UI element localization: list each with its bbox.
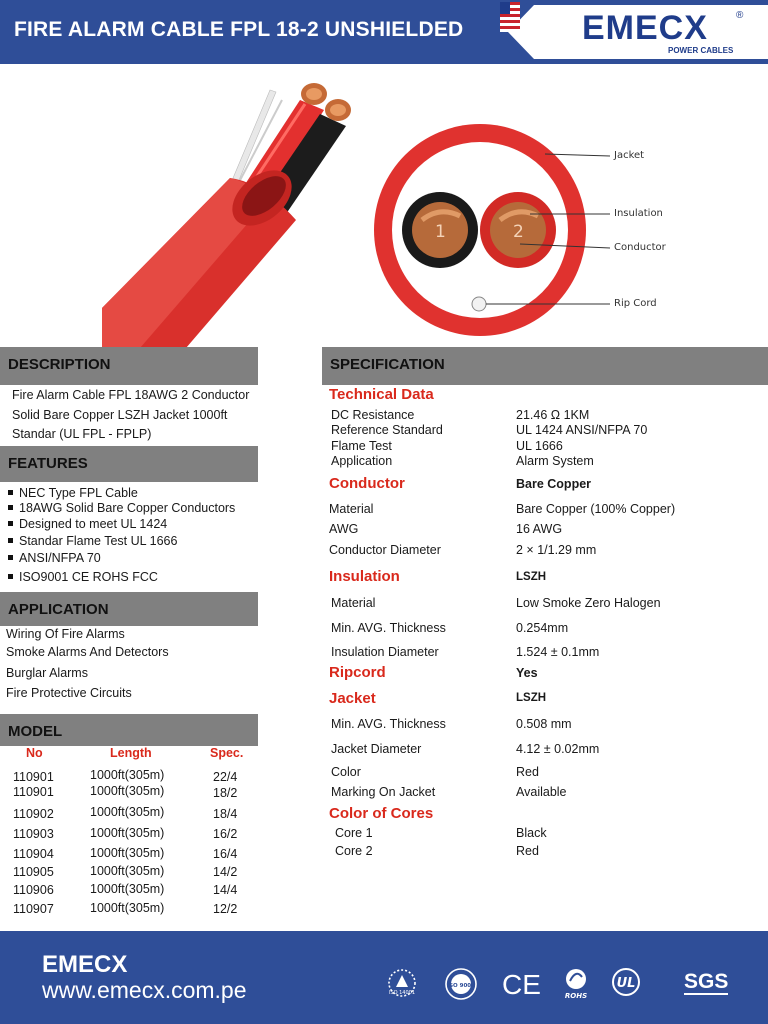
ripcord-heading: Ripcord xyxy=(329,664,386,681)
spec-label: Reference Standard xyxy=(331,423,443,437)
model-no: 110907 xyxy=(13,902,54,916)
us-flag-icon xyxy=(500,2,520,32)
spec-value: 0.254mm xyxy=(516,621,569,635)
rohs-icon xyxy=(562,967,590,1001)
spec-value: 0.508 mm xyxy=(516,717,572,731)
rohs-text: ROHS xyxy=(564,992,588,1000)
application-item: Burglar Alarms xyxy=(6,666,88,680)
model-length: 1000ft(305m) xyxy=(90,768,165,782)
model-spec: 12/2 xyxy=(213,902,238,916)
model-length: 1000ft(305m) xyxy=(90,846,165,860)
feature-item: ISO9001 CE ROHS FCC xyxy=(8,570,158,584)
label-jacket: Jacket xyxy=(614,150,645,161)
spec-label: Core 1 xyxy=(335,826,373,840)
label-insulation: Insulation xyxy=(614,208,663,219)
iso14001-text: ISO 14001 xyxy=(388,990,416,996)
conductor-heading: Conductor xyxy=(329,475,405,492)
application-header: APPLICATION xyxy=(0,592,258,626)
model-length: 1000ft(305m) xyxy=(90,901,165,915)
feature-item: Standar Flame Test UL 1666 xyxy=(8,534,177,548)
model-no: 110905 xyxy=(13,865,54,879)
header-banner xyxy=(0,0,768,64)
feature-item: Designed to meet UL 1424 xyxy=(8,517,167,531)
insulation-value: LSZH xyxy=(516,571,547,583)
description-header: DESCRIPTION xyxy=(0,347,258,385)
core-1-number: 1 xyxy=(435,222,446,242)
model-spec: 18/4 xyxy=(213,807,238,821)
spec-value: 16 AWG xyxy=(516,522,563,536)
spec-label: Conductor Diameter xyxy=(329,543,441,557)
sgs-icon: SGS xyxy=(684,970,729,993)
label-conductor: Conductor xyxy=(614,242,666,253)
description-line: Standar (UL FPL - FPLP) xyxy=(12,427,152,441)
spec-label: Jacket Diameter xyxy=(331,742,422,756)
ul-listed-icon xyxy=(611,967,641,997)
logo-tagline: POWER CABLES xyxy=(668,46,734,55)
core-2-number: 2 xyxy=(513,222,524,242)
jacket-value: LSZH xyxy=(516,692,547,704)
brand-logo xyxy=(500,2,768,60)
spec-value: UL 1666 xyxy=(516,439,563,453)
model-spec: 14/4 xyxy=(213,883,238,897)
model-col-spec: Spec. xyxy=(210,746,244,760)
spec-value: UL 1424 ANSI/NFPA 70 xyxy=(516,423,648,437)
model-no: 110901 xyxy=(13,770,54,784)
ripcord-value: Yes xyxy=(516,666,538,680)
model-no: 110902 xyxy=(13,807,54,821)
model-spec: 18/2 xyxy=(213,786,238,800)
iso-9001-icon xyxy=(444,967,478,1001)
application-item: Smoke Alarms And Detectors xyxy=(6,645,169,659)
bullet-icon xyxy=(8,505,13,510)
model-spec: 16/4 xyxy=(213,847,238,861)
model-length: 1000ft(305m) xyxy=(90,882,165,896)
spec-label: AWG xyxy=(329,522,359,536)
conductor-value: Bare Copper xyxy=(516,477,592,491)
model-col-length: Length xyxy=(110,746,152,760)
spec-value: 21.46 Ω 1KM xyxy=(516,408,590,422)
feature-item: 18AWG Solid Bare Copper Conductors xyxy=(8,501,235,515)
footer-banner xyxy=(0,931,768,1024)
model-length: 1000ft(305m) xyxy=(90,864,165,878)
page-title: FIRE ALARM CABLE FPL 18-2 UNSHIELDED xyxy=(14,18,464,41)
model-length: 1000ft(305m) xyxy=(90,784,165,798)
model-col-no: No xyxy=(26,746,43,760)
label-rip-cord: Rip Cord xyxy=(614,298,657,309)
model-length: 1000ft(305m) xyxy=(90,805,165,819)
footer-brand: EMECX xyxy=(42,951,128,978)
spec-value: 1.524 ± 0.1mm xyxy=(516,645,600,659)
technical-data-heading: Technical Data xyxy=(329,386,434,403)
spec-value: Bare Copper (100% Copper) xyxy=(516,502,676,516)
description-line: Solid Bare Copper LSZH Jacket 1000ft xyxy=(12,408,228,422)
color-of-cores-heading: Color of Cores xyxy=(329,805,434,822)
spec-value: Alarm System xyxy=(516,454,594,468)
spec-label: DC Resistance xyxy=(331,408,415,422)
model-no: 110903 xyxy=(13,827,54,841)
spec-value: Black xyxy=(516,826,547,840)
spec-label: Material xyxy=(331,596,376,610)
bullet-icon xyxy=(8,490,13,495)
description-line: Fire Alarm Cable FPL 18AWG 2 Conductor xyxy=(12,388,250,402)
spec-label: Min. AVG. Thickness xyxy=(331,621,446,635)
cross-section-svg xyxy=(360,110,670,350)
application-item: Fire Protective Circuits xyxy=(6,686,132,700)
insulation-heading: Insulation xyxy=(329,568,400,585)
logo-wordmark: EMECX xyxy=(582,9,708,47)
bullet-icon xyxy=(8,538,13,543)
spec-label: Core 2 xyxy=(335,844,373,858)
registered-mark: ® xyxy=(736,10,744,21)
model-no: 110906 xyxy=(13,883,54,897)
iso-14001-icon xyxy=(386,967,418,999)
bullet-icon xyxy=(8,555,13,560)
spec-value: Red xyxy=(516,844,539,858)
application-item: Wiring Of Fire Alarms xyxy=(6,627,125,641)
spec-value: Red xyxy=(516,765,539,779)
model-no: 110901 xyxy=(13,785,54,799)
model-spec: 16/2 xyxy=(213,827,238,841)
spec-label: Color xyxy=(331,765,361,779)
spec-label: Flame Test xyxy=(331,439,392,453)
bullet-icon xyxy=(8,521,13,526)
model-length: 1000ft(305m) xyxy=(90,826,165,840)
spec-label: Min. AVG. Thickness xyxy=(331,717,446,731)
jacket-heading: Jacket xyxy=(329,690,376,707)
iso9001-text: ISO 9001 xyxy=(447,983,475,989)
spec-value: 4.12 ± 0.02mm xyxy=(516,742,600,756)
model-header: MODEL xyxy=(0,714,258,746)
feature-item: ANSI/NFPA 70 xyxy=(8,551,101,565)
feature-item: NEC Type FPL Cable xyxy=(8,486,138,500)
ul-text: UL xyxy=(616,976,636,991)
features-header: FEATURES xyxy=(0,446,258,482)
cable-photo xyxy=(100,70,360,348)
model-spec: 14/2 xyxy=(213,865,238,879)
spec-value: 2 × 1/1.29 mm xyxy=(516,543,597,557)
spec-value: Low Smoke Zero Halogen xyxy=(516,596,661,610)
cable-cross-section-diagram xyxy=(360,110,670,350)
ce-mark-icon: CE xyxy=(502,969,541,1000)
spec-label: Material xyxy=(329,502,374,516)
model-no: 110904 xyxy=(13,847,54,861)
bullet-icon xyxy=(8,574,13,579)
website-link[interactable]: www.emecx.com.pe xyxy=(42,977,247,1003)
specification-header: SPECIFICATION xyxy=(322,347,768,385)
spec-label: Insulation Diameter xyxy=(331,645,439,659)
spec-label: Application xyxy=(331,454,393,468)
model-spec: 22/4 xyxy=(213,770,238,784)
spec-label: Marking On Jacket xyxy=(331,785,436,799)
spec-value: Available xyxy=(516,785,567,799)
